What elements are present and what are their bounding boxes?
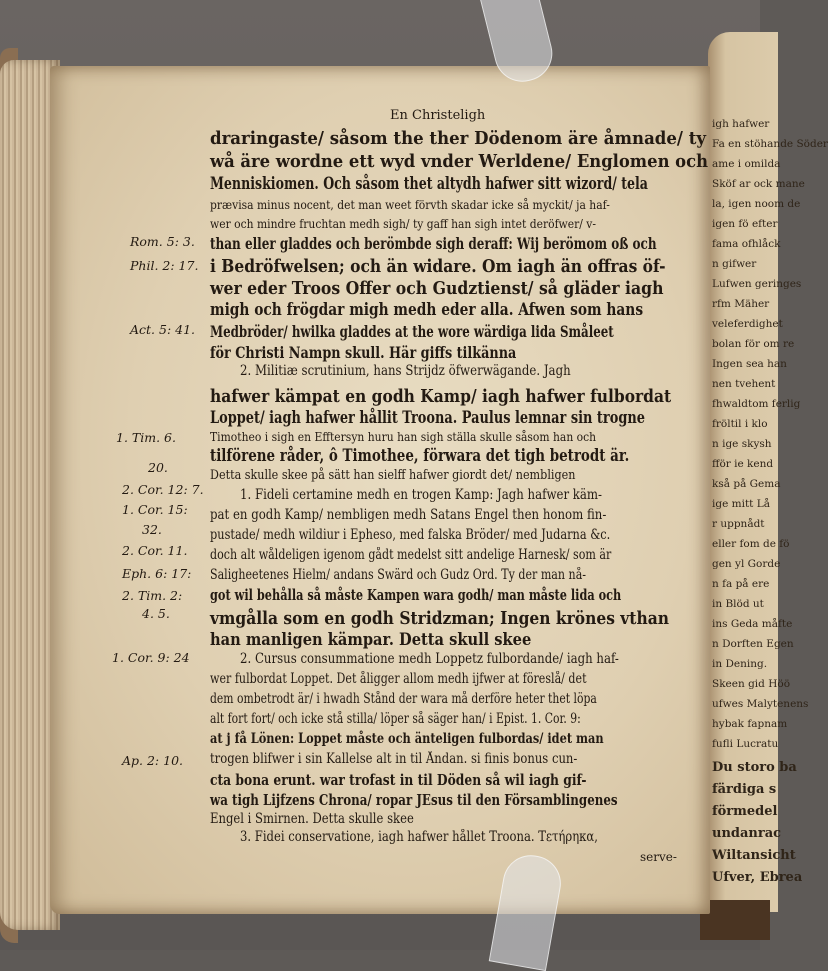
facing-text: veleferdighet [712, 318, 783, 330]
text-line: prævisa minus nocent, det man weet förvth skadar icke så myckit/ ja haf- [210, 197, 610, 212]
margin-note: Eph. 6: 17: [122, 566, 192, 581]
text-line: Timotheo i sigh en Efftersyn huru han sigh ställa skulle såsom han och [210, 429, 597, 444]
text-line: tilförene råder, ô Timothee, förwara det tigh betrodt är. [210, 446, 630, 466]
facing-text: nen tvehent [712, 378, 776, 390]
text-line: dem ombetrodt är/ i hwadh Stånd der wara må derföre heter thet löpa [210, 691, 597, 707]
text-line: 2. Cursus consummatione medh Loppetz fulbordande/ iagh haf- [240, 651, 619, 667]
margin-note: 2. Cor. 12: 7. [122, 482, 204, 497]
facing-text: fama ofhlåck [712, 238, 781, 250]
text-line: trogen blifwer i sin Kallelse alt in til Åndan. si finis bonus cun- [210, 751, 578, 767]
text-line: i Bedröfwelsen; och än widare. Om iagh än offras öf- [210, 256, 666, 277]
margin-note: 4. 5. [142, 606, 170, 621]
text-line: vmgålla som en godh Stridzman; Ingen krönes vthan [210, 608, 669, 629]
facing-text: Ufver, Ebrea [712, 870, 803, 885]
running-head: En Christeligh [390, 108, 486, 123]
facing-text: Skeen gid Höö [712, 678, 791, 690]
facing-text: ins Geda måfte [712, 618, 793, 630]
text-line: Medbröder/ hwilka gladdes at the wore wärdiga lida Småleet [210, 322, 614, 341]
facing-text: Du storo ba [712, 760, 797, 775]
facing-text: fufli Lucratu [712, 738, 779, 750]
facing-text: rfm Mäher [712, 298, 770, 310]
text-line: than eller gladdes och berömbde sigh deraff: Wij berömom oß och [210, 234, 657, 253]
facing-text: n Dorften Egen [712, 638, 794, 650]
facing-text: fröltil i klo [712, 418, 768, 430]
facing-text: Sköf ar ock mane [712, 178, 805, 190]
facing-text: bolan för om re [712, 338, 795, 350]
margin-note: 1. Cor. 15: [122, 502, 188, 517]
facing-text: ige mitt Lå [712, 498, 770, 510]
margin-note: 1. Cor. 9: 24 [112, 650, 190, 665]
facing-text: kså på Gema [712, 478, 781, 490]
margin-note: 2. Tim. 2: [122, 588, 183, 603]
text-line: pustade/ medh wildiur i Epheso, med falska Bröder/ med Judarna &c. [210, 527, 611, 543]
margin-note: Act. 5: 41. [130, 322, 196, 337]
text-line: wa tigh Lijfzens Chrona/ ropar JEsus til den Församblingenes [210, 791, 618, 809]
facing-text: in Blöd ut [712, 598, 764, 610]
text-line: 3. Fidei conservatione, iagh hafwer hållet Troona. Τετήρηκα, [240, 829, 598, 845]
catchword: serve- [640, 850, 677, 864]
text-line: at j få Lönen: Loppet måste och änteligen fulbordas/ idet man [210, 731, 604, 747]
text-line: migh och frögdar migh medh eder alla. Afwen som hans [210, 300, 644, 320]
facing-text: n ige skysh [712, 438, 772, 450]
text-line: doch alt wåldeligen igenom gådt medelst sitt andelige Harnesk/ som är [210, 547, 612, 563]
facing-text: fhwaldtom ferlig [712, 398, 801, 410]
facing-text: Lufwen geringes [712, 278, 802, 290]
text-line: Detta skulle skee på sätt han sielff hafwer giordt det/ nembligen [210, 468, 576, 483]
facing-text: hybak fapnam [712, 718, 788, 730]
facing-text: n fa på ere [712, 578, 770, 590]
margin-note: 2. Cor. 11. [122, 543, 188, 558]
text-line: Saligheetenes Hielm/ andans Swärd och Gudz Ord. Ty der man nå- [210, 567, 587, 583]
margin-note: 1. Tim. 6. [116, 430, 176, 445]
facing-text: fför ie kend [712, 458, 774, 470]
book-cover-corner [700, 900, 770, 940]
facing-text: förmedel [712, 804, 778, 819]
margin-note: 32. [142, 522, 162, 537]
text-line: wer och mindre fruchtan medh sigh/ ty gaff han sigh intet deröfwer/ v- [210, 216, 597, 231]
facing-text: Fa en stöhande Söder [712, 138, 828, 150]
facing-text: undanrac [712, 826, 782, 841]
facing-text: ame i omilda [712, 158, 781, 170]
text-line: wer fulbordat Loppet. Det åligger allom medh ijfwer at föreslå/ det [210, 671, 587, 687]
margin-note: 20. [148, 460, 168, 475]
facing-text: Ingen sea han [712, 358, 787, 370]
text-line: Loppet/ iagh hafwer hållit Troona. Paulus lemnar sin trogne [210, 408, 645, 428]
facing-text: gen yl Gorde [712, 558, 781, 570]
facing-text: n gifwer [712, 258, 757, 270]
margin-note: Rom. 5: 3. [130, 234, 195, 249]
text-line: wå äre wordne ett wyd vnder Werldene/ Englomen och [210, 151, 708, 172]
text-line: draringaste/ såsom the ther Dödenom äre åmnade/ ty [210, 128, 707, 149]
facing-text: in Dening. [712, 658, 768, 670]
facing-text: eller fom de fö [712, 538, 790, 550]
text-line: 1. Fideli certamine medh en trogen Kamp: Jagh hafwer käm- [240, 487, 603, 503]
facing-text: la, igen noom de [712, 198, 801, 210]
facing-text: Wiltansicht [712, 848, 796, 863]
text-line: hafwer kämpat en godh Kamp/ iagh hafwer fulbordat [210, 386, 672, 407]
text-line: got wil behålla så måste Kampen wara godh/ man måste lida och [210, 587, 622, 604]
facing-text: ufwes Malytenens [712, 698, 809, 710]
text-line: alt fort fort/ och icke stå stilla/ löper så säger han/ i Epist. 1. Cor. 9: [210, 711, 581, 727]
text-line: han manligen kämpar. Detta skull skee [210, 630, 532, 650]
text-line: Menniskiomen. Och såsom thet altydh hafwer sitt wizord/ tela [210, 174, 648, 194]
margin-note: Ap. 2: 10. [122, 753, 183, 768]
facing-text: r uppnådt [712, 518, 765, 530]
text-line: för Christi Nampn skull. Här giffs tilkänna [210, 343, 517, 362]
text-line: cta bona erunt. war trofast in til Döden så wil iagh gif- [210, 771, 587, 789]
margin-note: Phil. 2: 17. [130, 258, 199, 273]
facing-text: igh hafwer [712, 118, 770, 130]
text-line: pat en godh Kamp/ nembligen medh Satans Engel then honom fin- [210, 507, 607, 523]
facing-text: färdiga s [712, 782, 777, 797]
text-line: Engel i Smirnen. Detta skulle skee [210, 811, 414, 827]
text-line: wer eder Troos Offer och Gudztienst/ så gläder iagh [210, 278, 664, 299]
text-line: 2. Militiæ scrutinium, hans Strijdz öfwerwägande. Jagh [240, 363, 571, 379]
facing-text: igen fö efter [712, 218, 778, 230]
